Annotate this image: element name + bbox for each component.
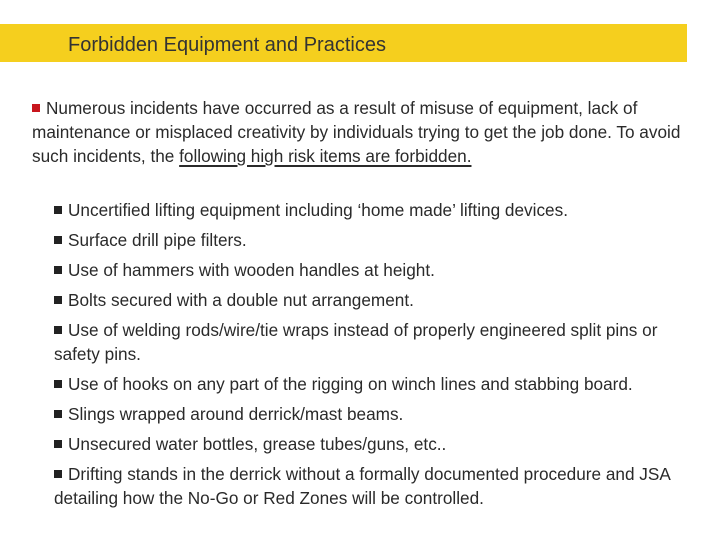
list-item: [54, 402, 700, 426]
list-item: [54, 258, 700, 282]
square-bullet-icon: [54, 296, 62, 304]
square-bullet-icon: [54, 266, 62, 274]
list-item-text: Slings wrapped around derrick/mast beams.: [68, 404, 404, 424]
list-item-text: Unsecured water bottles, grease tubes/guns, etc..: [68, 434, 447, 454]
list-item: [54, 462, 700, 510]
square-bullet-icon: [54, 380, 62, 388]
square-bullet-icon: [54, 410, 62, 418]
intro-underlined-text: following high risk items are forbidden.: [179, 146, 472, 166]
list-item: [54, 228, 700, 252]
list-item: [54, 372, 700, 396]
list-item: [54, 198, 700, 222]
square-bullet-icon: [54, 236, 62, 244]
list-item-text: Surface drill pipe filters.: [68, 230, 247, 250]
intro-paragraph: [32, 96, 692, 168]
list-item-text: Drifting stands in the derrick without a formally documented procedure and JSA detailing how the No-Go or Red Zones will be controlled.: [54, 464, 670, 508]
list-item-text: Uncertified lifting equipment including ‘home made’ lifting devices.: [68, 200, 568, 220]
list-item-text: Use of hooks on any part of the rigging on winch lines and stabbing board.: [68, 374, 633, 394]
list-item-text: Use of welding rods/wire/tie wraps instead of properly engineered split pins or safety pins.: [54, 320, 658, 364]
square-bullet-icon: [54, 206, 62, 214]
list-item: [54, 432, 700, 456]
list-item-text: Use of hammers with wooden handles at height.: [68, 260, 435, 280]
list-item-text: Bolts secured with a double nut arrangement.: [68, 290, 414, 310]
list-item: [54, 288, 700, 312]
slide-title: Forbidden Equipment and Practices: [68, 34, 386, 56]
square-bullet-icon: [32, 104, 40, 112]
square-bullet-icon: [54, 440, 62, 448]
square-bullet-icon: [54, 470, 62, 478]
list-item: [54, 318, 700, 366]
intro-text: Numerous incidents have occurred as a result of misuse of equipment, lack of maintenance or misplaced creativity by individuals trying to get the job done. To avoid such incidents, the: [32, 98, 681, 166]
square-bullet-icon: [54, 326, 62, 334]
forbidden-items-list: [54, 198, 700, 516]
